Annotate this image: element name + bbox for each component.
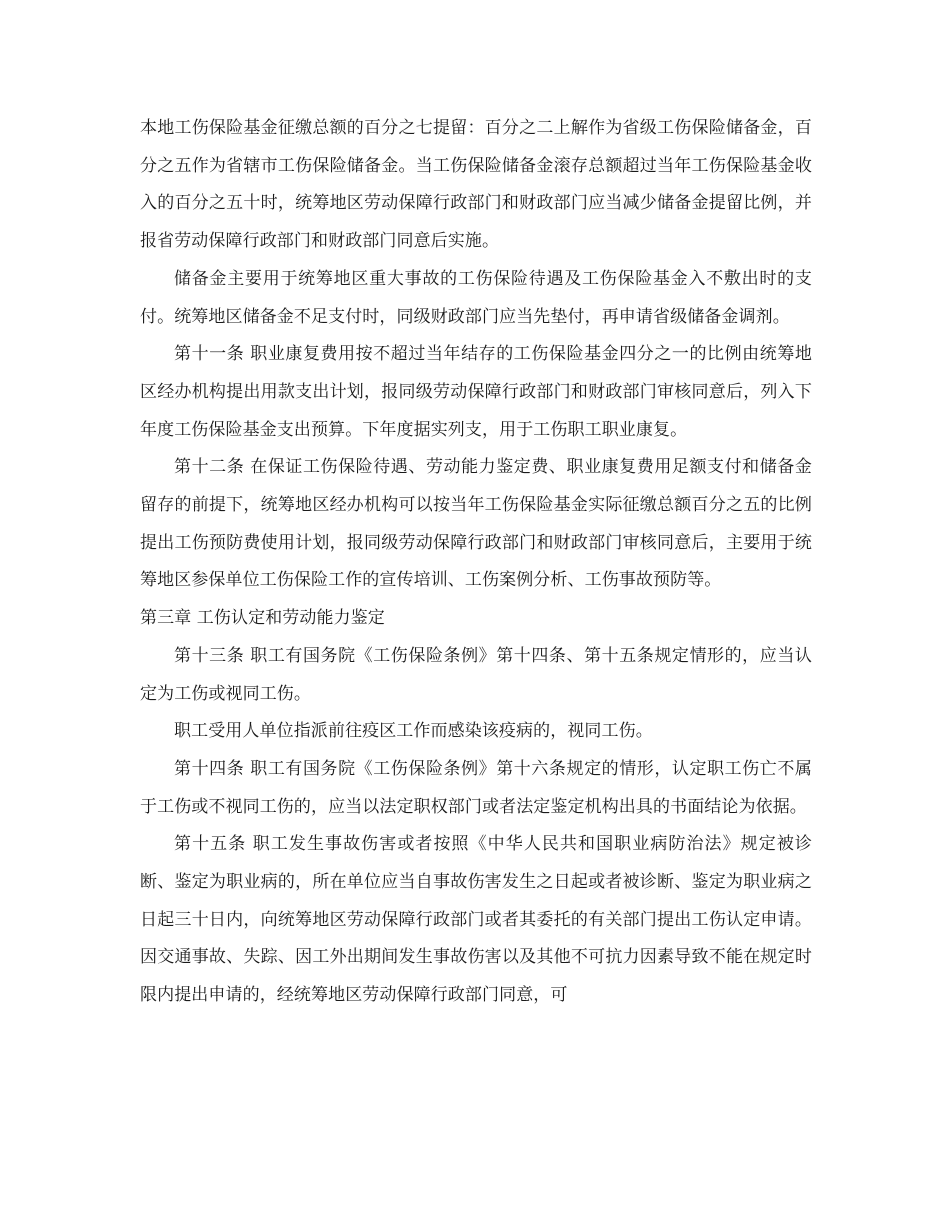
article-13: 第十三条 职工有国务院《工伤保险条例》第十四条、第十五条规定情形的，应当认定为工伤或视同工伤。 xyxy=(140,645,812,704)
paragraph-reserve-fund-allocation: 本地工伤保险基金征缴总额的百分之七提留：百分之二上解作为省级工伤保险储备金，百分之五作为省辖市工伤保险储备金。当工伤保险储备金滚存总额超过当年工伤保险基金收入的百分之五十时，统筹地区劳动保障行政部门和财政部门应当减少储备金提留比例，并报省劳动保障行政部门和财政部门同意后实施。 xyxy=(140,118,812,252)
chapter-3-heading: 第三章 工伤认定和劳动能力鉴定 xyxy=(140,608,385,629)
article-15: 第十五条 职工发生事故伤害或者按照《中华人民共和国职业病防治法》规定被诊断、鉴定为职业病的，所在单位应当自事故伤害发生之日起或者被诊断、鉴定为职业病之日起三十日内，向统筹地区劳动保障行政部门或者其委托的有关部门提出工伤认定申请。因交通事故、失踪、因工外出期间发生事故伤害以及其他不可抗力因素导致不能在规定时限内提出申请的，经统筹地区劳动保障行政部门同意，可 xyxy=(140,834,812,1006)
article-11: 第十一条 职业康复费用按不超过当年结存的工伤保险基金四分之一的比例由统筹地区经办机构提出用款支出计划，报同级劳动保障行政部门和财政部门审核同意后，列入下年度工伤保险基金支出预算。下年度据实列支，用于工伤职工职业康复。 xyxy=(140,344,812,440)
article-12: 第十二条 在保证工伤保险待遇、劳动能力鉴定费、职业康复费用足额支付和储备金留存的前提下，统筹地区经办机构可以按当年工伤保险基金实际征缴总额百分之五的比例提出工伤预防费使用计划，报同级劳动保障行政部门和财政部门审核同意后，主要用于统筹地区参保单位工伤保险工作的宣传培训、工伤案例分析、工伤事故预防等。 xyxy=(140,457,812,591)
paragraph-epidemic-area: 职工受用人单位指派前往疫区工作而感染该疫病的，视同工伤。 xyxy=(174,721,653,742)
article-14: 第十四条 职工有国务院《工伤保险条例》第十六条规定的情形，认定职工伤亡不属于工伤或不视同工伤的，应当以法定职权部门或者法定鉴定机构出具的书面结论为依据。 xyxy=(140,758,812,817)
paragraph-reserve-fund-use: 储备金主要用于统筹地区重大事故的工伤保险待遇及工伤保险基金入不敷出时的支付。统筹地区储备金不足支付时，同级财政部门应当先垫付，再申请省级储备金调剂。 xyxy=(140,268,812,327)
document-body xyxy=(140,110,812,1015)
